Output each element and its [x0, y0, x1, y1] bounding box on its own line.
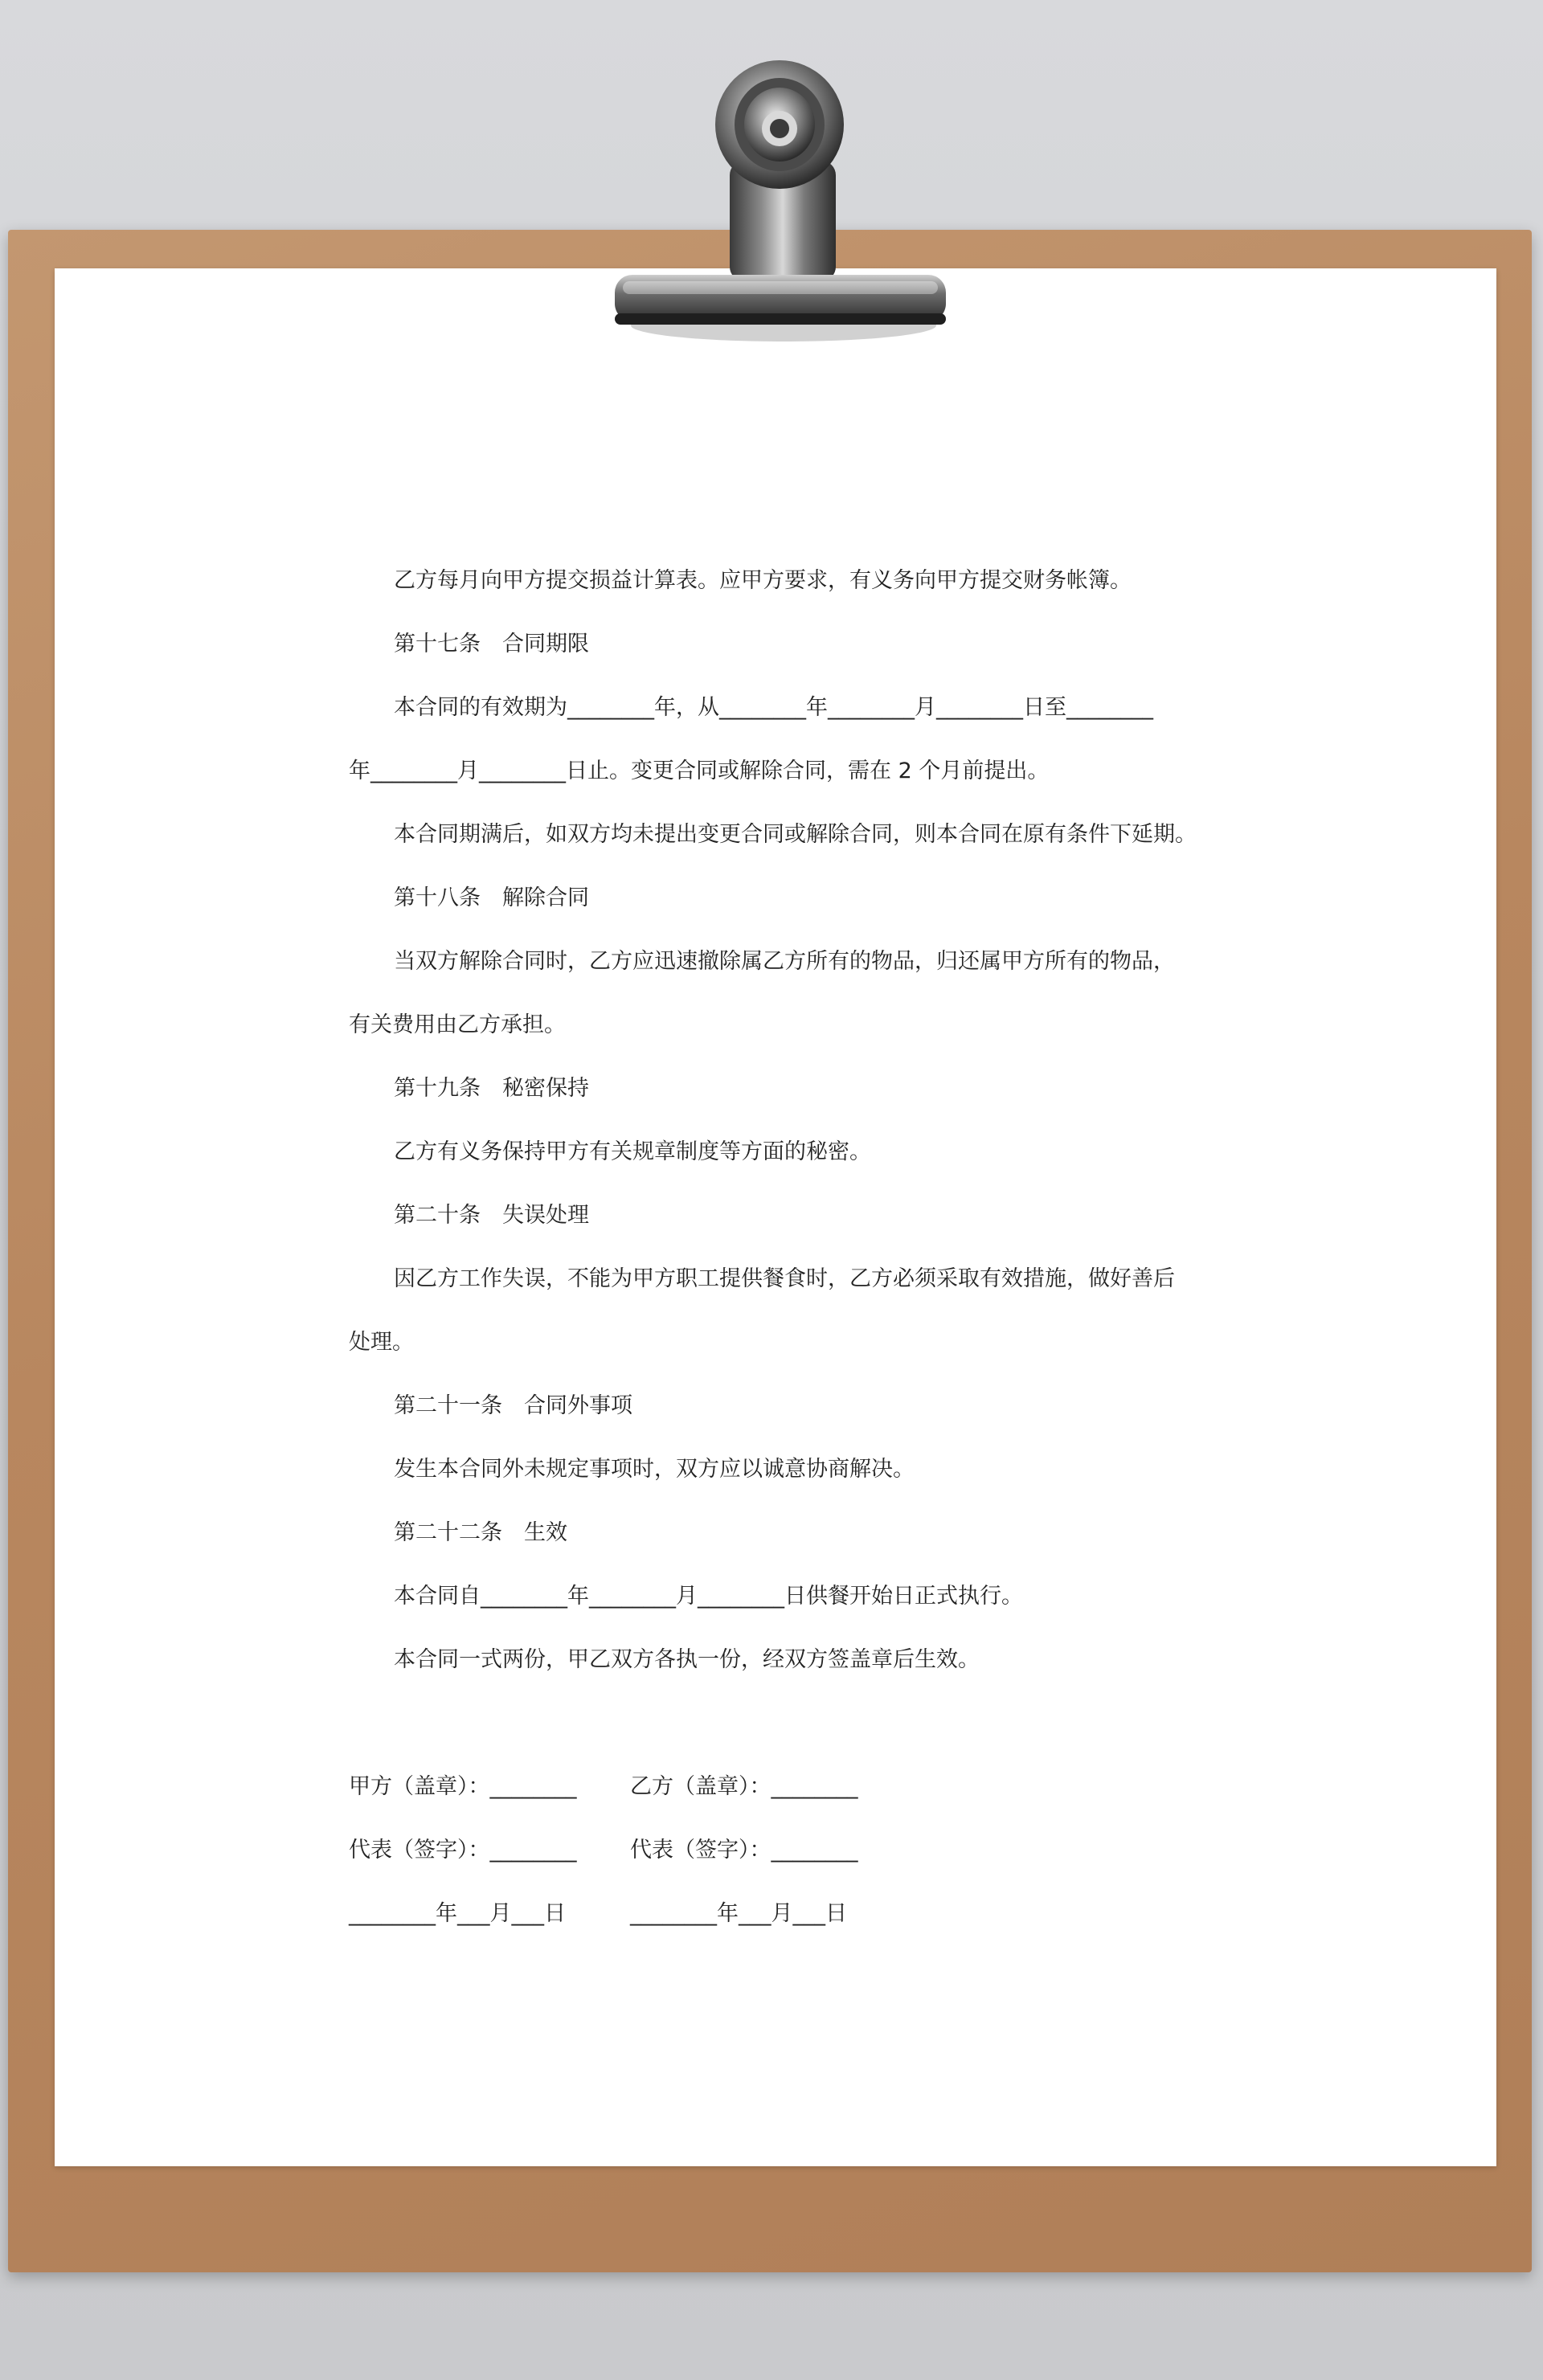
rep-a-sign: 代表（签字）：________: [349, 1838, 577, 1863]
paragraph: 本合同期满后，如双方均未提出变更合同或解除合同，则本合同在原有条件下延期。: [394, 822, 1197, 847]
party-b-seal: 乙方（盖章）：________: [630, 1774, 858, 1799]
binder-clip-icon: [579, 48, 948, 370]
contract-text: [349, 561, 1233, 1957]
paragraph: 发生本合同外未规定事项时，双方应以诚意协商解决。: [394, 1457, 915, 1482]
signature-rep-row: [349, 1830, 1233, 1894]
paragraph: 乙方每月向甲方提交损益计算表。应甲方要求，有义务向甲方提交财务帐簿。: [394, 568, 1132, 593]
date-a: ________年___月___日: [349, 1901, 566, 1926]
signature-date-row: [349, 1894, 1233, 1957]
paragraph: 年________月________日止。变更合同或解除合同，需在 2 个月前提出。: [349, 759, 1050, 783]
clause-heading: 第十八条 解除合同: [394, 885, 589, 910]
clause-heading: 第十七条 合同期限: [394, 632, 589, 656]
paragraph: 乙方有义务保持甲方有关规章制度等方面的秘密。: [394, 1139, 871, 1164]
clause-heading: 第二十条 失误处理: [394, 1203, 589, 1228]
paragraph: 有关费用由乙方承担。: [349, 1012, 566, 1037]
rep-b-sign: 代表（签字）：________: [630, 1838, 858, 1863]
paragraph: 因乙方工作失误，不能为甲方职工提供餐食时，乙方必须采取有效措施，做好善后: [394, 1266, 1175, 1291]
signature-seal-row: [349, 1767, 1233, 1830]
date-b: ________年___月___日: [630, 1901, 847, 1926]
spacer: [349, 1703, 1233, 1767]
paragraph: 本合同一式两份，甲乙双方各执一份，经双方签盖章后生效。: [394, 1647, 980, 1672]
paragraph: 处理。: [349, 1330, 414, 1355]
clause-heading: 第十九条 秘密保持: [394, 1076, 589, 1101]
paragraph: 本合同自________年________月________日供餐开始日正式执行。: [394, 1584, 1023, 1609]
clause-heading: 第二十一条 合同外事项: [394, 1393, 632, 1418]
clause-heading: 第二十二条 生效: [394, 1520, 567, 1545]
paragraph: 当双方解除合同时，乙方应迅速撤除属乙方所有的物品，归还属甲方所有的物品，: [394, 949, 1175, 974]
paragraph: 本合同的有效期为________年，从________年________月________日至________: [394, 695, 1153, 720]
party-a-seal: 甲方（盖章）：________: [349, 1774, 577, 1799]
